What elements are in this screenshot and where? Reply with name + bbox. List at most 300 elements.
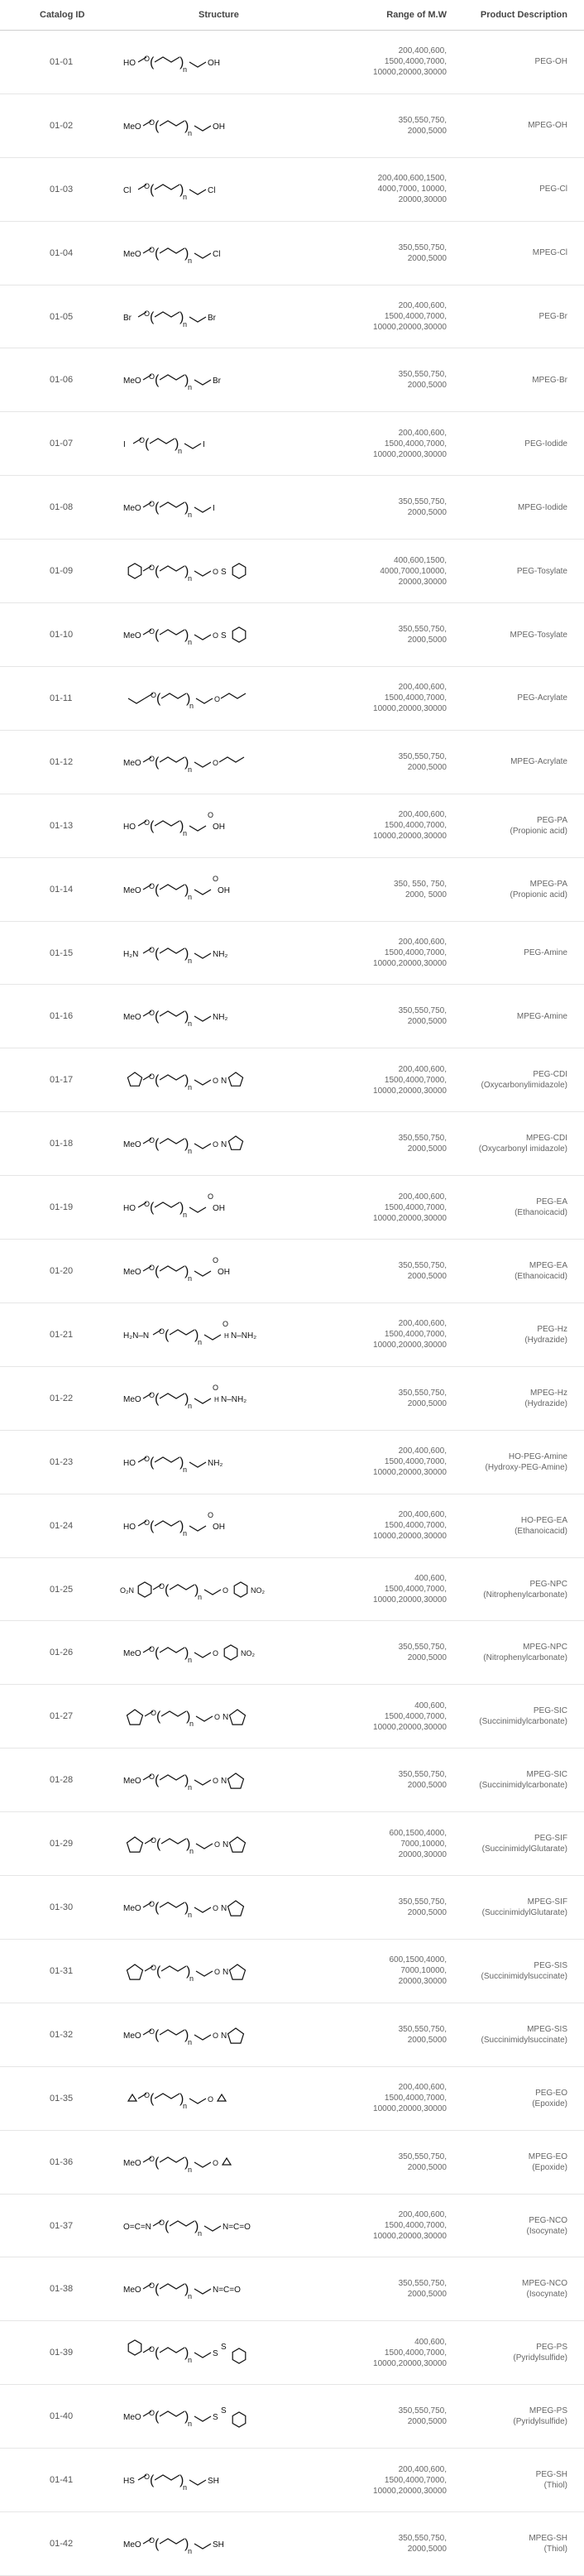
succinimide-ring: [127, 1964, 143, 1979]
catalog-id: 01-07: [50, 439, 74, 449]
description-text: MPEG-SH (Thiol): [529, 2534, 567, 2554]
end-group-left: MeO: [123, 2540, 141, 2550]
mw-text: 350,550,750, 2000,5000: [398, 1388, 447, 1408]
structure-svg: [112, 1752, 360, 1808]
catalog-id: 01-12: [50, 756, 74, 767]
table-row: [0, 1685, 584, 1749]
product-description: [447, 2003, 567, 2066]
table-row: [0, 1431, 584, 1494]
structure-svg: [112, 1943, 360, 1999]
product-description: [447, 2195, 567, 2257]
header-mw: Range of M.W: [386, 10, 447, 20]
bracket-close: ): [180, 1201, 184, 1216]
oxygen-atom: O: [159, 2218, 165, 2227]
oxygen-atom: O: [149, 881, 156, 890]
molecular-weight-range: [339, 2195, 447, 2257]
repeat-n: n: [188, 1147, 193, 1156]
oxygen-atom: O: [149, 1072, 156, 1082]
bracket-open: (: [155, 1073, 160, 1088]
bracket-close: ): [184, 1901, 189, 1916]
end-group-left: O=C=N: [123, 2222, 151, 2232]
oxygen-atom: O: [149, 564, 156, 573]
molecular-weight-range: [339, 1176, 447, 1239]
oxygen-atom: O: [151, 1963, 157, 1972]
structure-drawing: [99, 858, 372, 921]
epoxide-ring: [223, 2158, 231, 2165]
structure-svg: [112, 2452, 360, 2508]
succinimide-ring: [228, 2028, 244, 2043]
description-text: MPEG-Hz (Hydrazide): [524, 1388, 567, 1408]
ester-oxygen: O: [214, 694, 221, 703]
bracket-close: ): [184, 946, 189, 961]
bracket-close: ): [180, 55, 184, 70]
catalog-id: 01-11: [50, 693, 73, 703]
end-group-right: N=C=O: [223, 2222, 251, 2232]
molecular-weight-range: [339, 94, 447, 157]
end-group-left: MeO: [123, 885, 141, 895]
sulfonyl-oxygen: O: [213, 631, 219, 640]
mw-text: 350,550,750, 2000,5000: [398, 2279, 447, 2300]
end-group-left: HO: [123, 1204, 136, 1214]
structure-drawing: [99, 1685, 372, 1748]
oxygen-atom: O: [144, 1454, 151, 1463]
description-text: MPEG-SIC (Succinimidylcarbonate): [479, 1770, 567, 1791]
bracket-open: (: [155, 2346, 160, 2361]
mw-text: 400,600, 1500,4000,7000, 10000,20000,30000: [373, 1701, 447, 1732]
bracket-open: (: [150, 818, 155, 833]
bracket-open: (: [156, 1964, 161, 1979]
structure-svg: [112, 1370, 360, 1427]
catalog-id: 01-13: [50, 820, 74, 831]
product-description: [447, 667, 567, 730]
bracket-close: ): [184, 1137, 189, 1152]
structure-drawing: [99, 1749, 372, 1811]
table-row: [0, 349, 584, 413]
table-row: [0, 158, 584, 222]
nitrophenyl-ring: [234, 1582, 247, 1597]
bracket-open: (: [165, 1582, 170, 1597]
description-text: MPEG-OH: [528, 121, 567, 131]
molecular-weight-range: [339, 986, 447, 1048]
molecular-weight-range: [339, 1494, 447, 1557]
mw-text: 350,550,750, 2000,5000: [398, 751, 447, 772]
product-description: [447, 1367, 567, 1430]
table-row: [0, 1940, 584, 2003]
catalog-id: 01-21: [50, 1329, 74, 1340]
end-group-left: HO: [123, 58, 136, 68]
molecular-weight-range: [339, 1048, 447, 1111]
oxygen-atom: O: [149, 1136, 156, 1145]
repeat-n: n: [183, 192, 188, 201]
catalog-id: 01-09: [50, 566, 74, 577]
catalog-id: 01-35: [50, 2093, 74, 2103]
end-group-right: Br: [208, 313, 216, 323]
end-group-right: Cl: [208, 185, 216, 195]
end-group-right: I: [203, 440, 205, 450]
description-text: PEG-PA (Propionic acid): [510, 815, 567, 836]
structure-svg: [112, 34, 360, 90]
structure-drawing: [99, 412, 372, 475]
end-group-right: N–NH₂: [221, 1394, 247, 1404]
product-description: [447, 1431, 567, 1494]
end-group-left: MeO: [123, 377, 141, 386]
oxygen-atom: O: [159, 1326, 165, 1336]
repeat-n: n: [183, 828, 188, 837]
repeat-n: n: [188, 1401, 193, 1410]
bracket-close: ): [186, 1837, 191, 1852]
description-text: MPEG-Cl: [532, 248, 567, 258]
molecular-weight-range: [339, 1367, 447, 1430]
structure-drawing: [99, 540, 372, 602]
bracket-open: (: [155, 246, 160, 261]
end-group-right: N=C=O: [213, 2286, 241, 2295]
structure-drawing: [99, 158, 372, 221]
bracket-close: ): [184, 118, 189, 133]
mw-text: 350, 550, 750, 2000, 5000: [394, 879, 447, 899]
ether-oxygen: O: [213, 2158, 219, 2167]
bracket-open: (: [155, 1773, 160, 1788]
sulfur-atom: S: [221, 568, 227, 578]
description-text: PEG-SIS (Succinimidylsuccinate): [481, 1960, 567, 1981]
product-description: [447, 476, 567, 539]
catalog-id: 01-37: [50, 2220, 74, 2231]
oxygen-atom: O: [149, 1900, 156, 1909]
end-group-left: MeO: [123, 631, 141, 641]
structure-svg: [112, 670, 360, 727]
structure-drawing: [99, 476, 372, 539]
structure-drawing: [99, 1431, 372, 1494]
end-group-left: MeO: [123, 1777, 141, 1787]
end-group-left: MeO: [123, 504, 141, 514]
table-row: [0, 794, 584, 858]
succinimide-ring: [228, 1773, 244, 1788]
structure-drawing: [99, 1240, 372, 1302]
molecular-weight-range: [339, 731, 447, 794]
mw-text: 350,550,750, 2000,5000: [398, 1006, 447, 1027]
end-group-right: OH: [208, 58, 220, 68]
repeat-n: n: [188, 892, 193, 901]
table-row: [0, 2195, 584, 2258]
table-row: [0, 1176, 584, 1240]
catalog-id: 01-25: [50, 1584, 74, 1595]
catalog-id: 01-10: [50, 630, 74, 640]
product-description: [447, 1622, 567, 1685]
oxygen-atom: O: [149, 245, 156, 254]
molecular-weight-range: [339, 2385, 447, 2448]
catalog-id: 01-18: [50, 1139, 74, 1149]
mw-text: 200,400,600, 1500,4000,7000, 10000,20000,30000: [373, 46, 447, 78]
bracket-open: (: [155, 564, 160, 579]
oxygen-atom: O: [149, 945, 156, 954]
bracket-open: (: [150, 2473, 155, 2488]
bracket-open: (: [145, 437, 150, 452]
ether-oxygen: O: [208, 2094, 214, 2103]
oxygen-atom: O: [149, 372, 156, 381]
product-description: [447, 731, 567, 794]
end-group-left: Cl: [123, 185, 132, 195]
oxygen-atom: O: [149, 754, 156, 763]
bracket-open: (: [150, 55, 155, 70]
description-text: MPEG-EA (Ethanoicacid): [515, 1261, 567, 1282]
structure-drawing: [99, 94, 372, 157]
repeat-n: n: [188, 956, 193, 965]
description-text: PEG-Iodide: [524, 439, 567, 449]
end-group-right: OH: [213, 122, 225, 132]
oxygen-atom: O: [149, 2409, 156, 2418]
structure-svg: [112, 1052, 360, 1108]
end-group-right: NH₂: [208, 1458, 223, 1468]
structure-svg: [112, 1179, 360, 1235]
structure-drawing: [99, 2003, 372, 2066]
description-text: PEG-Hz (Hydrazide): [524, 1324, 567, 1345]
structure-svg: [112, 1307, 360, 1363]
mw-text: 350,550,750, 2000,5000: [398, 1897, 447, 1918]
bracket-close: ): [186, 1964, 191, 1979]
header-structure: Structure: [199, 10, 239, 20]
oxygen-atom: O: [149, 1645, 156, 1654]
molecular-weight-range: [339, 2067, 447, 2130]
description-text: MPEG-PS (Pyridylsulfide): [513, 2406, 567, 2427]
structure-svg: [112, 289, 360, 345]
bracket-close: ): [184, 628, 189, 643]
end-group-left: MeO: [123, 1394, 141, 1404]
molecular-weight-range: [339, 2321, 447, 2384]
tosyl-ring: [232, 564, 246, 578]
sulfur-atom: S: [221, 2406, 227, 2416]
repeat-n: n: [188, 2420, 193, 2429]
table-header: [0, 0, 584, 31]
oxygen-atom: O: [144, 181, 151, 190]
description-text: PEG-SH (Thiol): [535, 2470, 567, 2491]
carbonyl-oxygen: O: [208, 810, 214, 819]
mw-text: 600,1500,4000, 7000,10000, 20000,30000: [389, 1828, 447, 1859]
table-row: [0, 476, 584, 540]
bracket-close: ): [184, 2027, 189, 2042]
end-group-left: Br: [123, 313, 132, 323]
molecular-weight-range: [339, 1685, 447, 1748]
bracket-open: (: [155, 1391, 160, 1406]
nitrogen-atom: N: [221, 1904, 227, 1914]
end-group-right: OH: [213, 1204, 225, 1214]
repeat-n: n: [188, 2165, 193, 2174]
succinimide-ring: [230, 1837, 246, 1852]
repeat-n: n: [189, 1974, 194, 1983]
mw-text: 200,400,600, 1500,4000,7000, 10000,20000,30000: [373, 1319, 447, 1350]
epoxide-ring: [218, 2094, 226, 2101]
bracket-close: ): [184, 2282, 189, 2297]
description-text: PEG-CDI (Oxycarbonylimidazole): [481, 1070, 567, 1091]
end-group-left: H₂N: [123, 949, 139, 959]
ester-oxygen: O: [213, 758, 219, 767]
table-row: [0, 1240, 584, 1303]
ester-oxygen: O: [213, 1904, 219, 1913]
mw-text: 200,400,600, 1500,4000,7000, 10000,20000,30000: [373, 1510, 447, 1542]
oxygen-atom: O: [144, 818, 151, 827]
molecular-weight-range: [339, 158, 447, 221]
structure-svg: [112, 1434, 360, 1490]
product-description: [447, 1048, 567, 1111]
structure-svg: [112, 98, 360, 154]
molecular-weight-range: [339, 222, 447, 285]
oxygen-atom: O: [149, 2154, 156, 2163]
structure-drawing: [99, 222, 372, 285]
carbonate-oxygen: O: [223, 1585, 229, 1595]
mw-text: 200,400,600, 1500,4000,7000, 10000,20000,30000: [373, 1064, 447, 1096]
table-row: [0, 412, 584, 476]
ester-oxygen: O: [213, 2031, 219, 2040]
table-row: [0, 1876, 584, 1940]
molecular-weight-range: [339, 2131, 447, 2194]
bracket-open: (: [150, 1518, 155, 1533]
tosyl-ring: [128, 564, 141, 578]
bracket-open: (: [155, 2155, 160, 2170]
structure-drawing: [99, 1558, 372, 1621]
molecular-weight-range: [339, 1812, 447, 1875]
repeat-n: n: [188, 128, 193, 137]
nitrogen-atom: N: [223, 1967, 229, 1977]
mw-text: 350,550,750, 2000,5000: [398, 625, 447, 645]
structure-drawing: [99, 1940, 372, 2003]
mw-text: 200,400,600,1500, 4000,7000, 10000, 20000,30000: [377, 174, 447, 205]
structure-drawing: [99, 1494, 372, 1557]
end-group-left: HS: [123, 2477, 135, 2487]
repeat-n: n: [189, 1720, 194, 1729]
end-group-left: MeO: [123, 2031, 141, 2041]
bracket-close: ): [180, 1518, 184, 1533]
description-text: MPEG-NPC (Nitrophenylcarbonate): [483, 1643, 567, 1663]
structure-svg: [112, 2007, 360, 2063]
repeat-n: n: [188, 1656, 193, 1665]
bracket-close: ): [175, 437, 180, 452]
structure-drawing: [99, 1303, 372, 1366]
oxygen-atom: O: [151, 690, 157, 699]
repeat-n: n: [189, 1847, 194, 1856]
table-row: [0, 2385, 584, 2449]
structure-svg: [112, 1243, 360, 1299]
end-group-left: I: [123, 440, 126, 450]
structure-drawing: [99, 1622, 372, 1685]
description-text: PEG-SIF (SuccinimidylGlutarate): [481, 1834, 567, 1854]
catalog-id: 01-30: [50, 1902, 74, 1913]
structure-svg: [112, 2070, 360, 2127]
bracket-open: (: [156, 1837, 161, 1852]
repeat-n: n: [188, 2356, 193, 2365]
structure-drawing: [99, 2195, 372, 2257]
bracket-close: ): [180, 309, 184, 324]
structure-drawing: [99, 285, 372, 348]
repeat-n: n: [188, 256, 193, 265]
catalog-id: 01-01: [50, 56, 74, 67]
mw-text: 200,400,600, 1500,4000,7000, 10000,20000,30000: [373, 1446, 447, 1478]
bracket-close: ): [184, 1264, 189, 1279]
end-group-right: SH: [208, 2477, 219, 2487]
structure-svg: [112, 1879, 360, 1936]
catalog-id: 01-39: [50, 2348, 74, 2358]
structure-svg: [112, 1624, 360, 1681]
mw-text: 350,550,750, 2000,5000: [398, 2534, 447, 2554]
structure-drawing: [99, 1176, 372, 1239]
succinimide-ring: [230, 1710, 246, 1725]
bracket-close: ): [184, 1773, 189, 1788]
table-row: [0, 1812, 584, 1876]
structure-drawing: [99, 1367, 372, 1430]
end-group-left: MeO: [123, 122, 141, 132]
bracket-close: ): [184, 501, 189, 516]
mw-text: 350,550,750, 2000,5000: [398, 1643, 447, 1663]
catalog-id: 01-29: [50, 1839, 74, 1849]
table-row: [0, 1367, 584, 1431]
description-text: HO-PEG-EA (Ethanoicacid): [515, 1515, 567, 1536]
tosyl-ring: [232, 627, 246, 642]
product-description: [447, 2067, 567, 2130]
product-description: [447, 1176, 567, 1239]
imidazole-ring: [127, 1072, 141, 1086]
table-row: [0, 2321, 584, 2385]
description-text: PEG-SIC (Succinimidylcarbonate): [479, 1706, 567, 1727]
bracket-close: ): [184, 1010, 189, 1024]
description-text: PEG-Cl: [539, 185, 567, 194]
repeat-n: n: [188, 765, 193, 774]
bracket-close: ): [194, 1327, 199, 1342]
molecular-weight-range: [339, 540, 447, 602]
table-row: [0, 1749, 584, 1812]
oxygen-atom: O: [149, 2345, 156, 2354]
mw-text: 350,550,750, 2000,5000: [398, 115, 447, 136]
catalog-id: 01-08: [50, 502, 74, 513]
product-description: [447, 1749, 567, 1811]
succinimide-ring: [230, 1964, 246, 1979]
product-description: [447, 1112, 567, 1175]
catalog-id: 01-02: [50, 120, 74, 131]
bracket-open: (: [155, 118, 160, 133]
repeat-n: n: [188, 383, 193, 392]
hydrazide-h: H: [214, 1395, 219, 1403]
pyridine-ring: [232, 2348, 246, 2363]
product-description: [447, 31, 567, 94]
bracket-close: ): [194, 1582, 199, 1597]
end-group-left: MeO: [123, 2158, 141, 2168]
repeat-n: n: [188, 574, 193, 583]
structure-svg: [112, 2198, 360, 2254]
bracket-close: ): [184, 564, 189, 579]
structure-svg: [112, 2261, 360, 2317]
structure-svg: [112, 2134, 360, 2190]
bracket-open: (: [155, 373, 160, 388]
structure-drawing: [99, 986, 372, 1048]
structure-drawing: [99, 1812, 372, 1875]
pyridine-ring: [128, 2340, 141, 2355]
end-group-right: OH: [213, 822, 225, 832]
mw-text: 400,600, 1500,4000,7000, 10000,20000,30000: [373, 1574, 447, 1605]
repeat-n: n: [183, 1465, 188, 1474]
structure-svg: [112, 161, 360, 218]
end-group-left: MeO: [123, 1268, 141, 1278]
repeat-n: n: [198, 1337, 203, 1346]
catalog-id: 01-06: [50, 375, 74, 386]
oxygen-atom: O: [144, 1200, 151, 1209]
end-group-left: MeO: [123, 1904, 141, 1914]
repeat-n: n: [188, 2037, 193, 2046]
nitrogen-atom: N: [221, 1077, 227, 1087]
catalog-id: 01-38: [50, 2284, 74, 2295]
structure-drawing: [99, 1048, 372, 1111]
molecular-weight-range: [339, 858, 447, 921]
oxygen-atom: O: [144, 2090, 151, 2099]
nitrogen-atom: N: [221, 1140, 227, 1150]
bracket-close: ): [194, 2219, 199, 2233]
catalog-id: 01-03: [50, 184, 74, 194]
header-description: Product Description: [480, 10, 567, 20]
